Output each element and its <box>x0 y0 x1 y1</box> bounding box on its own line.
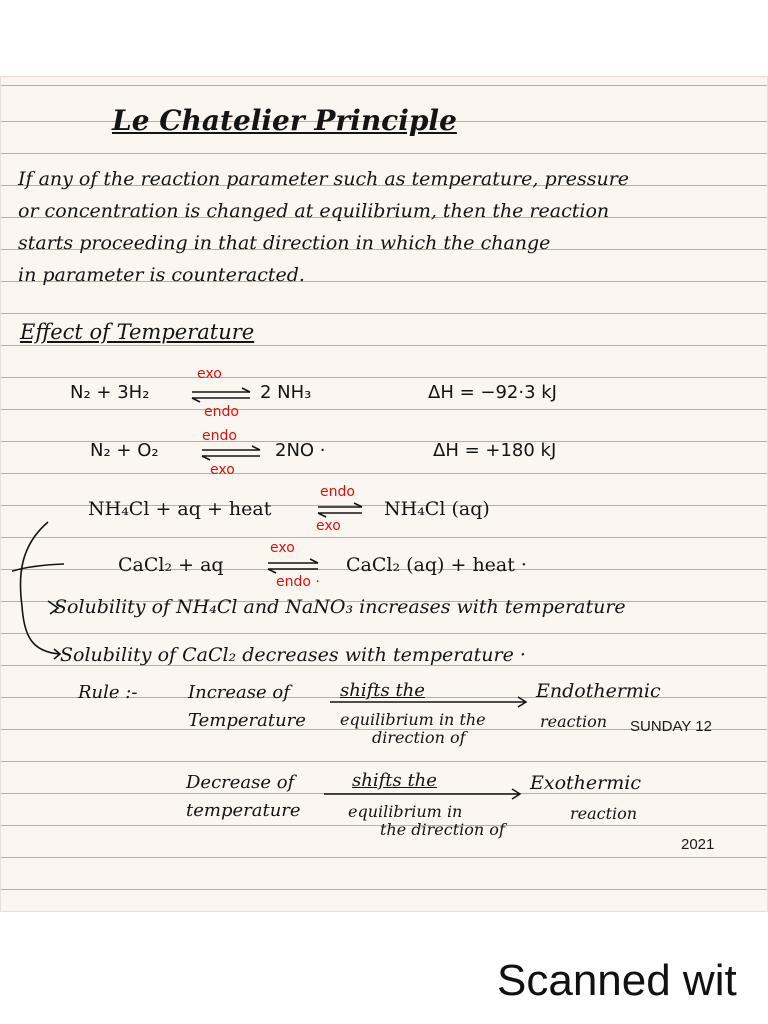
reaction-2-rhs: 2NO · <box>275 440 326 461</box>
rule-2-mid-top: shifts the <box>352 770 437 791</box>
reaction-4-lhs: CaCl₂ + aq <box>118 554 224 576</box>
rule-1-mid-top: shifts the <box>340 680 425 701</box>
reaction-4-top-label: exo <box>270 540 295 556</box>
reaction-1-enthalpy: ΔH = −92·3 kJ <box>428 382 557 403</box>
reaction-2-bottom-label: exo <box>210 462 235 478</box>
arrow-right-icon <box>330 696 530 708</box>
reaction-3-top-label: endo <box>320 484 355 500</box>
page-title: Le Chatelier Principle <box>112 104 457 137</box>
reaction-2-lhs: N₂ + O₂ <box>90 440 159 461</box>
scanner-watermark: Scanned wit <box>497 956 737 1005</box>
definition-line-1: If any of the reaction parameter such as temperature, pressure <box>18 168 630 190</box>
notebook-page <box>0 76 768 912</box>
reaction-1-top-label: exo <box>197 366 222 382</box>
rule-1-right-bottom: reaction <box>540 712 608 731</box>
reaction-4-rhs: CaCl₂ (aq) + heat · <box>346 554 527 576</box>
equilibrium-arrow-icon <box>190 387 254 403</box>
solubility-note-2: Solubility of CaCl₂ decreases with temperature · <box>60 644 526 666</box>
rule-2-right-bottom: reaction <box>570 804 638 823</box>
rule-label: Rule :- <box>78 682 138 703</box>
rule-1-mid-bottom2: direction of <box>372 728 466 747</box>
reaction-2-top-label: endo <box>202 428 237 444</box>
rule-2-left-top: Decrease of <box>186 772 295 793</box>
rule-2-left-bottom: temperature <box>186 800 301 821</box>
arrow-right-icon <box>324 788 524 800</box>
reaction-2-enthalpy: ΔH = +180 kJ <box>433 440 557 461</box>
rule-1-left-top: Increase of <box>188 682 290 703</box>
equilibrium-arrow-icon <box>200 445 264 461</box>
rule-1-right-top: Endothermic <box>536 680 661 702</box>
reaction-1-bottom-label: endo <box>204 404 239 420</box>
equilibrium-arrow-icon <box>316 502 366 518</box>
solubility-note-1: Solubility of NH₄Cl and NaNO₃ increases with temperature <box>54 596 626 618</box>
reaction-3-bottom-label: exo <box>316 518 341 534</box>
reaction-3-lhs: NH₄Cl + aq + heat <box>88 498 272 520</box>
diary-year: 2021 <box>681 836 715 853</box>
section-heading: Effect of Temperature <box>20 320 255 344</box>
rule-2-mid-bottom2: the direction of <box>380 820 505 839</box>
rule-2-mid-bottom: equilibrium in <box>348 802 463 821</box>
definition-line-3: starts proceeding in that direction in which the change <box>18 232 551 254</box>
reaction-1-lhs: N₂ + 3H₂ <box>70 382 150 403</box>
diary-day: SUNDAY 12 <box>630 718 712 735</box>
reaction-4-bottom-label: endo · <box>276 574 320 590</box>
reaction-1-rhs: 2 NH₃ <box>260 382 312 403</box>
definition-line-4: in parameter is counteracted. <box>18 264 305 286</box>
definition-line-2: or concentration is changed at equilibrium, then the reaction <box>18 200 610 222</box>
equilibrium-arrow-icon <box>266 558 322 574</box>
reaction-3-rhs: NH₄Cl (aq) <box>384 498 490 520</box>
rule-1-left-bottom: Temperature <box>188 710 306 731</box>
rule-2-right-top: Exothermic <box>530 772 641 794</box>
rule-1-mid-bottom: equilibrium in the <box>340 710 486 729</box>
